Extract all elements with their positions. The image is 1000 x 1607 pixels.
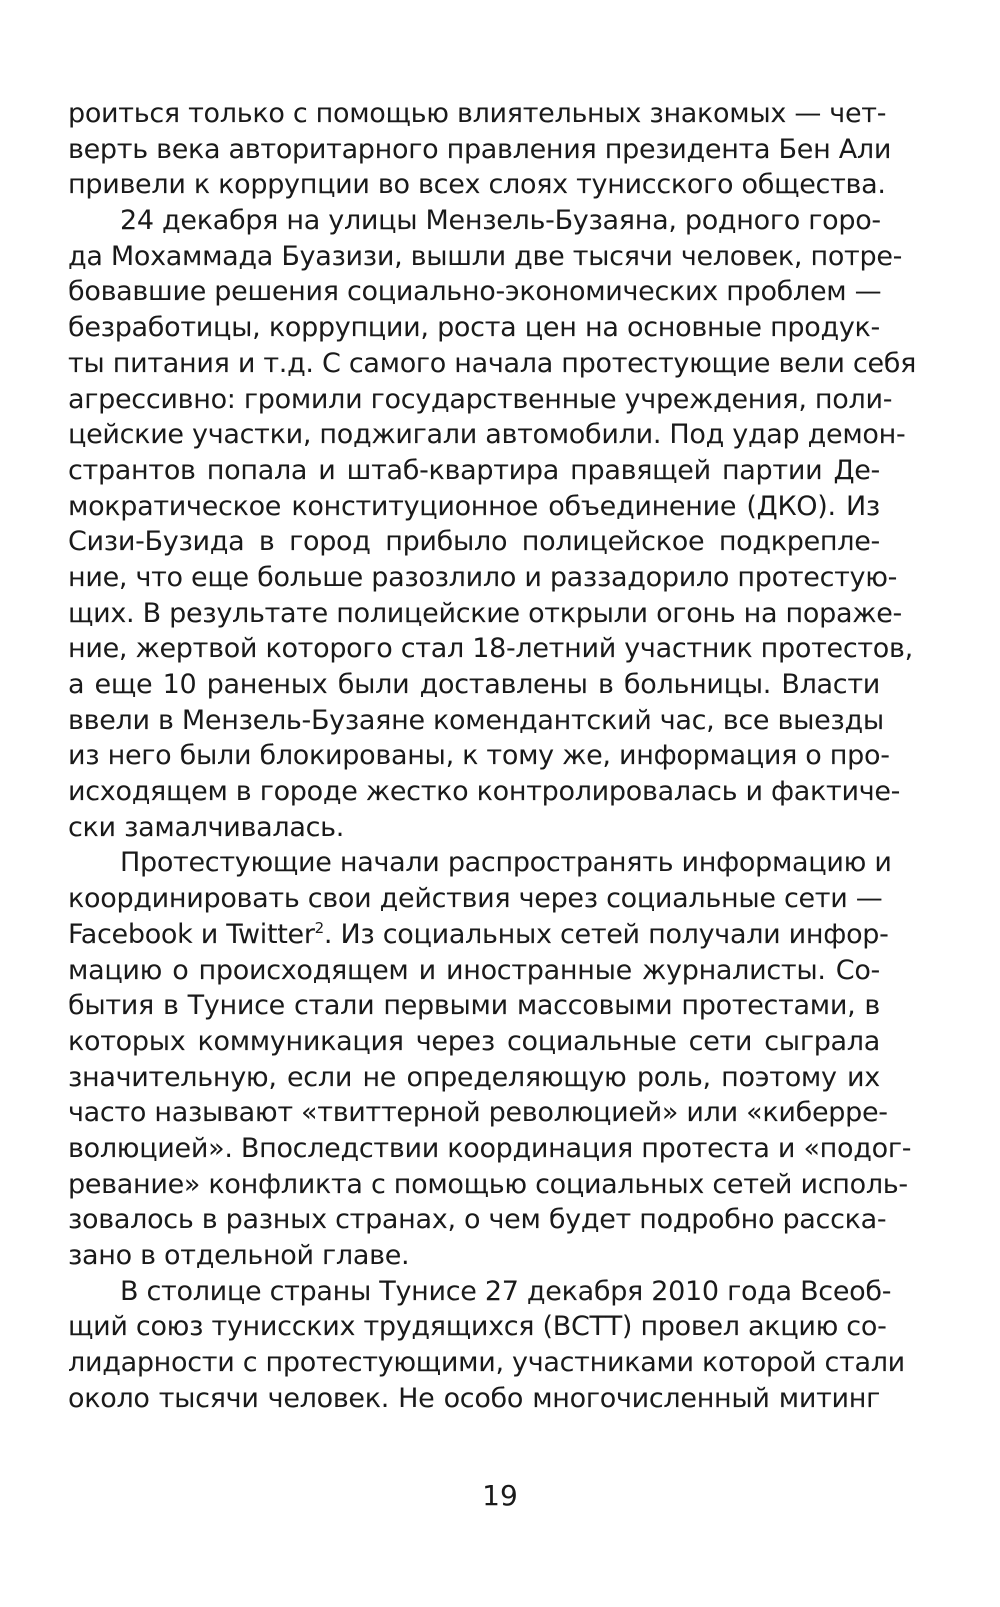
paragraph-first-line: Протестующие начали распространять информацию и: [120, 847, 892, 879]
text-line: бытия в Тунисе стали первыми массовыми протестами, в: [68, 990, 880, 1022]
text-fragment: . Из социальных сетей получали инфор-: [323, 918, 889, 950]
text-line: ние, что еще больше разозлило и раззадорило протестую-: [68, 561, 898, 593]
text-fragment: Facebook и Twitter: [68, 918, 315, 950]
text-line: безработицы, коррупции, роста цен на основные продук-: [68, 312, 880, 344]
text-line: Сизи-Бузида в город прибыло полицейское подкрепле-: [68, 526, 880, 558]
text-line: мацию о происходящем и иностранные журналисты. Со-: [68, 954, 880, 986]
text-line: ски замалчивалась.: [68, 811, 345, 843]
text-line: мократическое конституционное объединение (ДКО). Из: [68, 490, 880, 522]
text-line: ние, жертвой которого стал 18-летний участник протестов,: [68, 633, 913, 665]
text-line: привели к коррупции во всех слоях тунисского общества.: [68, 169, 886, 201]
paragraph-first-line: 24 декабря на улицы Мензель-Бузаяна, родного горо-: [120, 205, 881, 237]
text-line: ввели в Мензель-Бузаяне комендантский час, все выезды: [68, 704, 884, 736]
text-line: лидарности с протестующими, участниками которой стали: [68, 1347, 905, 1379]
body-text: [68, 96, 917, 1416]
text-line: которых коммуникация через социальные сети сыграла: [68, 1025, 880, 1057]
paragraph-first-line: В столице страны Тунисе 27 декабря 2010 года Всеоб-: [120, 1275, 892, 1307]
text-line: ревание» конфликта с помощью социальных сетей исполь-: [68, 1168, 908, 1200]
text-line: из него были блокированы, к тому же, информация о про-: [68, 740, 890, 772]
text-line: ты питания и т.д. С самого начала протестующие вели себя: [68, 347, 917, 379]
text-line: да Мохаммада Буазизи, вышли две тысячи человек, потре-: [68, 240, 903, 272]
text-line: зовалось в разных странах, о чем будет подробно расска-: [68, 1204, 887, 1236]
text-line: цейские участки, поджигали автомобили. Под удар демон-: [68, 419, 906, 451]
text-line: странтов попала и штаб-квартира правящей партии Де-: [68, 454, 880, 486]
text-line: агрессивно: громили государственные учреждения, поли-: [68, 383, 893, 415]
text-line: зано в отдельной главе.: [68, 1240, 410, 1271]
text-line: значительную, если не определяющую роль, поэтому их: [68, 1061, 880, 1093]
text-line: исходящем в городе жестко контролировалась и фактиче-: [68, 776, 901, 808]
text-line: часто называют «твиттерной революцией» или «киберре-: [68, 1097, 888, 1129]
text-line: роиться только с помощью влиятельных знакомых — чет-: [68, 98, 887, 129]
text-line: щих. В результате полицейские открыли огонь на пораже-: [68, 597, 902, 629]
text-line: а еще 10 раненых были доставлены в больницы. Власти: [68, 669, 880, 700]
text-line: волюцией». Впоследствии координация протеста и «подог-: [68, 1132, 912, 1164]
text-line: бовавшие решения социально-экономических проблем —: [68, 276, 882, 308]
text-line: щий союз тунисских трудящихся (ВСТТ) провел акцию со-: [68, 1311, 887, 1343]
text-line: координировать свои действия через социальные сети —: [68, 883, 883, 915]
page-number: 19: [482, 1479, 518, 1512]
footnote-marker[interactable]: 2: [314, 918, 324, 937]
text-line: верть века авторитарного правления президента Бен Али: [68, 133, 892, 165]
text-line: около тысячи человек. Не особо многочисленный митинг: [68, 1382, 880, 1414]
text-line-with-footnote: [68, 917, 889, 953]
